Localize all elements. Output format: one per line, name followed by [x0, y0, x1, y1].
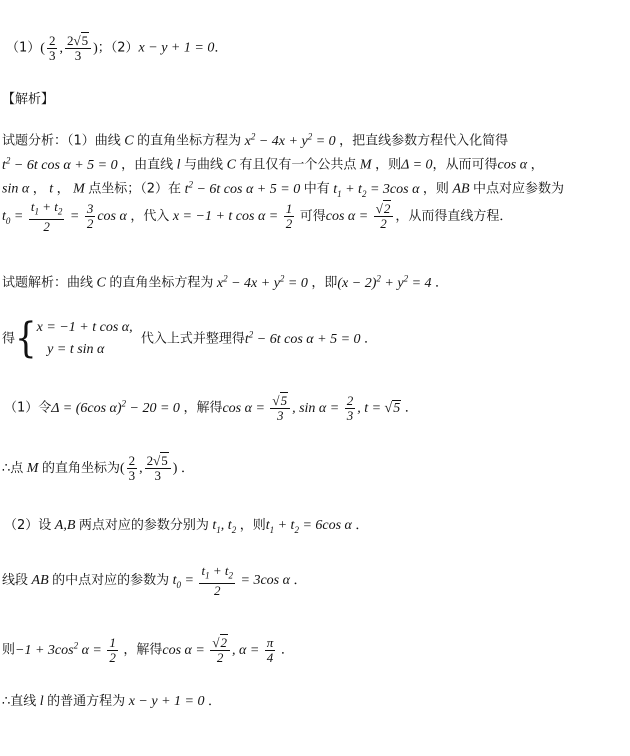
answer-line-eq: x − y + 1 = 0: [138, 40, 215, 56]
math: cos α = $\frac{√2}{2}$: [326, 209, 396, 224]
text: ，解得: [123, 642, 163, 658]
math: Δ = 0: [401, 157, 433, 173]
math: $t^2 - 6t$ cos α + 5 = 0: [2, 155, 122, 173]
text: ，则: [239, 518, 266, 533]
math: $x^2 - 4x + y^2 = 0$: [241, 131, 340, 149]
math: x = −1 + t cos α = $\frac{1}{2}$: [169, 201, 293, 232]
math: $t^2 - 6t$ cos α + 5 = 0: [244, 329, 365, 347]
math: AB: [28, 573, 53, 589]
text: ，: [32, 181, 46, 197]
text: 的普通方程为: [47, 694, 126, 709]
math: $t_1 + t_2 = 3\cos$ α: [329, 181, 423, 199]
text: （1）令: [4, 400, 52, 416]
text: 可得: [299, 209, 326, 225]
answer-part1-label: （1）: [6, 40, 41, 56]
math: l: [36, 694, 48, 709]
math: M: [69, 181, 89, 197]
math: A,B: [51, 518, 79, 533]
math: Δ = (6cos α)$^2$ − 20 = 0: [51, 398, 184, 416]
solution-line-7: [2, 628, 294, 668]
text: ∴直线: [2, 694, 37, 709]
math: t: [45, 181, 57, 197]
text: ．: [355, 518, 369, 533]
analysis-heading: 【解析】: [2, 92, 55, 107]
solution-line-3: [4, 386, 418, 426]
text: 与曲线: [184, 157, 224, 173]
math: $t_0$ = $\frac{t_1 + t_2}{2}$ = $\frac{3}{2}$ cos α: [2, 199, 131, 234]
math: C: [120, 133, 138, 149]
text: 代入上式并整理得: [140, 331, 245, 347]
math: l: [173, 157, 185, 173]
math: C: [93, 275, 110, 291]
text: ，由直线: [121, 157, 174, 173]
text: ，代入: [130, 209, 170, 225]
math: x − y + 1 = 0: [125, 694, 208, 709]
text: 的直角坐标方程为: [109, 275, 214, 291]
text: 点坐标；（2）在: [88, 181, 182, 197]
analysis-line-4: [2, 200, 512, 238]
text: ，从而可得: [432, 157, 498, 173]
math: $-1 + 3\cos^2$ α = $\frac{1}{2}$: [15, 634, 116, 665]
solution-line-1: [2, 268, 448, 294]
answer-point: ( $\frac{2}{3}$ , $\frac{2√5}{3}$ ): [40, 33, 98, 63]
text: ，则: [422, 181, 449, 197]
math: cos α = $\frac{√5}{3}$ , sin α = $\frac{2}{3}$ , t = √5: [222, 392, 401, 423]
math: M: [23, 461, 42, 476]
text: ∴点: [2, 461, 24, 476]
text: 有且仅有一个公共点: [239, 157, 357, 173]
text: ．: [207, 694, 221, 709]
math: $t_0$ = $\frac{t_1 + t_2}{2}$ = 3cos α: [169, 563, 294, 598]
text: ．: [180, 461, 194, 476]
math: cos α: [497, 157, 531, 173]
text: 线段: [2, 573, 29, 589]
text: 的直角坐标方程为: [137, 133, 242, 149]
text: ，则: [375, 157, 402, 173]
text: ．: [280, 642, 294, 658]
text: 得: [2, 331, 16, 347]
analysis-line-2: [2, 150, 544, 176]
text: ，从而得直线方程．: [395, 209, 513, 225]
answer-line: [6, 34, 227, 63]
solution-line-5: [4, 516, 368, 540]
math: $x^2 - 4x + y^2 = 0$: [213, 273, 312, 291]
text: （2）设: [4, 518, 52, 533]
text: 两点对应的参数分别为: [78, 518, 209, 533]
math: sin α: [2, 181, 33, 197]
text: ．: [364, 331, 378, 347]
text: ．: [435, 275, 449, 291]
math: $t^2 - 6t$ cos α + 5 = 0: [181, 179, 304, 197]
answer-part2-label: ；（2）: [97, 40, 139, 56]
math: M: [356, 157, 376, 173]
text: ，: [530, 157, 544, 173]
text: 试题分析：（1）曲线: [2, 133, 121, 149]
brace-symbol: {: [15, 315, 37, 364]
text: ．: [404, 400, 418, 416]
solution-line-8: [2, 692, 221, 712]
math: $t_1 + t_2 = 6\cos$ α: [265, 518, 356, 535]
solution-line-4: [2, 452, 194, 486]
math: $t_1$, $t_2$: [208, 518, 237, 535]
text: ，解得: [183, 400, 223, 416]
solution-line-2: [2, 312, 377, 362]
math: $(x - 2)^2 + y^2 = 4$: [337, 273, 436, 291]
text: 中有: [303, 181, 330, 197]
text: 中点对应参数为: [473, 181, 565, 197]
math: ( $\frac{2}{3}$ , $\frac{2√5}{3}$ ): [119, 453, 181, 484]
text: ．: [293, 573, 307, 589]
text: 的中点对应的参数为: [52, 573, 170, 589]
text: 的直角坐标为: [41, 461, 120, 476]
param-system: x = −1 + t cos α, y = t sin α: [36, 320, 133, 358]
math: C: [223, 157, 240, 173]
text: ，: [56, 181, 70, 197]
text: 则: [2, 642, 16, 658]
text: ，即: [311, 275, 338, 291]
math: AB: [448, 181, 474, 197]
text: ，把直线参数方程代入化简得: [339, 133, 509, 149]
solution-line-6: [2, 564, 306, 602]
answer-end: ．: [214, 40, 228, 56]
analysis-line-1: [2, 126, 508, 152]
text: 试题解析：曲线: [2, 275, 94, 291]
math: cos α = $\frac{√2}{2}$ , α = $\frac{\pi}{4}$: [162, 634, 274, 665]
